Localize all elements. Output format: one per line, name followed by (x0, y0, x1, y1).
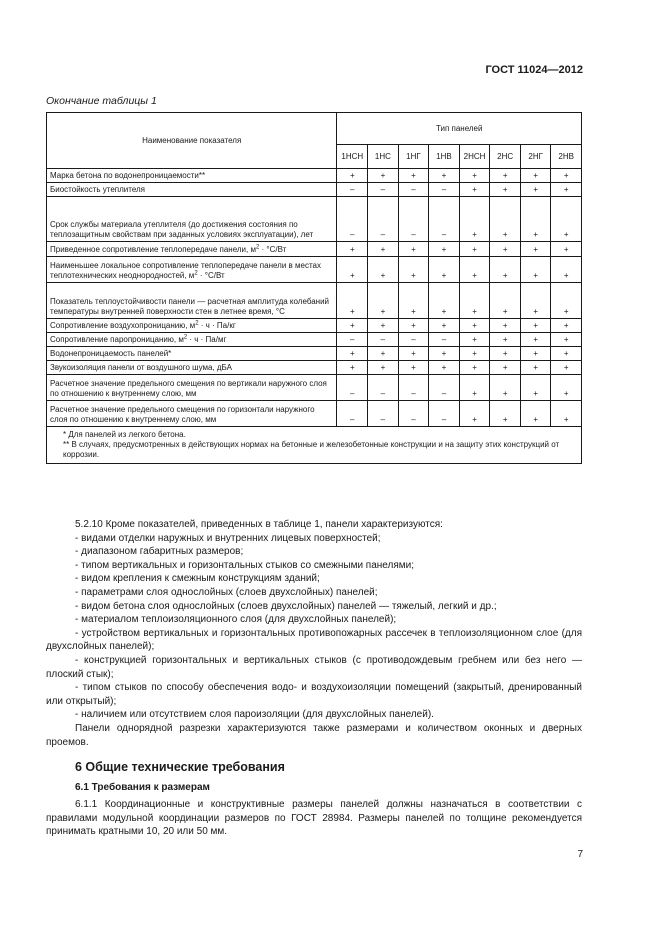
applicability-mark: + (337, 242, 368, 257)
applicability-mark: + (520, 361, 550, 375)
list-item: - видом крепления к смежным конструкциям зданий; (75, 573, 320, 585)
applicability-mark: + (551, 375, 582, 401)
page-number: 7 (577, 849, 583, 860)
applicability-mark: + (490, 242, 521, 257)
applicability-mark: – (368, 333, 399, 347)
column-header: 2НВ (551, 145, 582, 169)
indicator-name: Водонепроницаемость панелей* (47, 347, 337, 361)
applicability-mark: + (459, 169, 490, 183)
applicability-mark: + (551, 169, 582, 183)
applicability-mark: – (368, 401, 399, 427)
applicability-mark: – (368, 197, 399, 242)
applicability-mark: + (429, 242, 460, 257)
indicator-name: Показатель теплоустойчивости панели — расчетная амплитуда колебаний температуры внутренней поверхности стен в летнее время, °С (47, 283, 337, 319)
indicator-name: Сопротивление воздухопроницанию, $м^2 \cdot ч \cdot Па/кг$ (47, 319, 337, 333)
applicability-mark: – (429, 333, 460, 347)
indicator-name: Звукоизоляция панели от воздушного шума, дБА (47, 361, 337, 375)
applicability-mark: + (337, 169, 368, 183)
applicability-mark: – (398, 375, 428, 401)
column-header: 1НСН (337, 145, 368, 169)
applicability-mark: + (459, 375, 490, 401)
applicability-mark: – (337, 401, 368, 427)
applicability-mark: + (429, 257, 460, 283)
applicability-mark: + (551, 347, 582, 361)
section-6-1-heading: 6.1 Требования к размерам (75, 782, 210, 793)
applicability-mark: + (429, 347, 460, 361)
applicability-mark: + (398, 242, 428, 257)
applicability-mark: + (398, 283, 428, 319)
applicability-mark: + (398, 361, 428, 375)
indicator-name: Расчетное значение предельного смещения по горизонтали наружного слоя по отношению к внутреннему слою, мм (47, 401, 337, 427)
applicability-mark: + (337, 283, 368, 319)
indicator-name: Марка бетона по водонепроницаемости** (47, 169, 337, 183)
applicability-mark: + (398, 319, 428, 333)
applicability-mark: + (490, 257, 521, 283)
applicability-mark: + (490, 183, 521, 197)
applicability-mark: + (551, 197, 582, 242)
applicability-mark: + (490, 361, 521, 375)
list-item: - диапазоном габаритных размеров; (75, 546, 244, 558)
column-header: 1НВ (429, 145, 460, 169)
applicability-mark: + (490, 347, 521, 361)
indicator-name: Приведенное сопротивление теплопередаче панели, $м^2 \cdot ^\circ С/Вт$ (47, 242, 337, 257)
applicability-mark: + (368, 319, 399, 333)
applicability-mark: + (337, 361, 368, 375)
table-row (47, 183, 582, 197)
applicability-mark: + (490, 283, 521, 319)
table-row (47, 257, 582, 283)
applicability-mark: – (368, 375, 399, 401)
applicability-mark: + (368, 242, 399, 257)
applicability-mark: – (368, 183, 399, 197)
applicability-mark: + (398, 257, 428, 283)
applicability-mark: + (490, 319, 521, 333)
applicability-mark: + (520, 283, 550, 319)
section-6-heading: 6 Общие технические требования (75, 760, 285, 774)
applicability-mark: + (551, 183, 582, 197)
applicability-mark: + (490, 375, 521, 401)
list-item: - материалом теплоизоляционного слоя (для двухслойных панелей); (75, 614, 397, 626)
applicability-mark: + (490, 169, 521, 183)
applicability-mark: – (337, 197, 368, 242)
column-header: 2НГ (520, 145, 550, 169)
applicability-mark: + (398, 347, 428, 361)
indicator-name: Биостойкость утеплителя (47, 183, 337, 197)
applicability-mark: + (429, 361, 460, 375)
list-item: - конструкцией горизонтальных и вертикальных стыков (с противодождевым гребнем или без него — плоский стык); (46, 654, 582, 680)
applicability-mark: – (429, 401, 460, 427)
list-item: - видами отделки наружных и внутренних лицевых поверхностей; (75, 532, 381, 544)
name-column-header: Наименование показателя (47, 113, 337, 169)
table-row (47, 319, 582, 333)
applicability-mark: + (459, 401, 490, 427)
applicability-mark: + (551, 319, 582, 333)
applicability-mark: – (429, 197, 460, 242)
column-header: 2НСН (459, 145, 490, 169)
applicability-mark: + (368, 257, 399, 283)
applicability-mark: + (490, 401, 521, 427)
applicability-mark: + (490, 333, 521, 347)
column-header: 1НС (368, 145, 399, 169)
applicability-mark: + (551, 401, 582, 427)
applicability-mark: + (520, 333, 550, 347)
indicator-name: Сопротивление паропроницанию, $м^2 \cdot ч \cdot Па/мг$ (47, 333, 337, 347)
column-header: 2НС (490, 145, 521, 169)
table-row (47, 333, 582, 347)
applicability-mark: – (337, 375, 368, 401)
table-row (47, 197, 582, 242)
footnote: ** В случаях, предусмотренных в действующих нормах на бетонные и железобетонные конструкции и на защиту этих конструкций от коррозии. (63, 440, 560, 459)
applicability-mark: + (551, 333, 582, 347)
table-caption: Окончание таблицы 1 (46, 95, 157, 107)
panel-type-header: Тип панелей (337, 113, 582, 145)
table-footnotes (47, 427, 582, 464)
table-row (47, 283, 582, 319)
applicability-mark: + (459, 361, 490, 375)
applicability-mark: + (337, 319, 368, 333)
applicability-mark: + (398, 169, 428, 183)
applicability-mark: + (368, 169, 399, 183)
applicability-mark: + (459, 333, 490, 347)
list-item: - типом вертикальных и горизонтальных стыков со смежными панелями; (75, 559, 415, 571)
applicability-mark: + (520, 375, 550, 401)
applicability-mark: – (398, 333, 428, 347)
applicability-mark: + (429, 319, 460, 333)
indicator-name: Срок службы материала утеплителя (до достижения состояния по теплозащитным свойствам при заданных условиях эксплуатации), лет (47, 197, 337, 242)
applicability-mark: – (398, 183, 428, 197)
list-item: - наличием или отсутствием слоя пароизоляции (для двухслойных панелей). (75, 709, 434, 721)
applicability-mark: – (398, 197, 428, 242)
applicability-mark: + (368, 347, 399, 361)
standard-designation: ГОСТ 11024—2012 (485, 64, 583, 76)
table-row (47, 401, 582, 427)
table-row (47, 375, 582, 401)
section-5-2-10-intro: 5.2.10 Кроме показателей, приведенных в таблице 1, панели характеризуются: (75, 519, 443, 530)
applicability-mark: + (520, 169, 550, 183)
table-row (47, 169, 582, 183)
list-item: - устройством вертикальных и горизонтальных противопожарных рассечек в теплоизоляционном слое (для двухслойных панелей); (46, 627, 582, 653)
paragraph-6-1-1: 6.1.1 Координационные и конструктивные размеры панелей должны назначаться в соответствии с правилами модульной координации размеров по ГОСТ 28984. Размеры панелей по толщине рекомендуется принимать кратными 10, 20 или 50 мм. (46, 799, 582, 838)
applicability-mark: + (490, 197, 521, 242)
applicability-mark: + (459, 283, 490, 319)
applicability-mark: + (520, 401, 550, 427)
indicators-table (46, 112, 582, 464)
footnote: * Для панелей из легкого бетона. (63, 430, 186, 439)
applicability-mark: + (520, 347, 550, 361)
indicator-name: Наименьшее локальное сопротивление теплопередаче панели в местах теплотехнических неоднородностей, $м^2 \cdot ^\circ С/Вт$ (47, 257, 337, 283)
column-header: 1НГ (398, 145, 428, 169)
applicability-mark: + (337, 347, 368, 361)
applicability-mark: + (520, 319, 550, 333)
applicability-mark: + (551, 361, 582, 375)
applicability-mark: – (429, 183, 460, 197)
list-item: - типом стыков по способу обеспечения водо- и воздухоизоляции помещений (закрытый, дренированный или открытый); (46, 682, 582, 707)
applicability-mark: + (551, 242, 582, 257)
applicability-mark: + (337, 257, 368, 283)
list-item: - видом бетона слоя однослойных (слоев двухслойных) панелей — тяжелый, легкий и др.; (75, 600, 497, 612)
list-item: - параметрами слоя однослойных (слоев двухслойных) панелей; (75, 586, 378, 598)
applicability-mark: + (459, 347, 490, 361)
applicability-mark: + (520, 197, 550, 242)
applicability-mark: + (459, 197, 490, 242)
applicability-mark: + (520, 242, 550, 257)
applicability-mark: + (551, 283, 582, 319)
section-5-2-10 (46, 518, 582, 749)
applicability-mark: + (459, 319, 490, 333)
applicability-mark: + (459, 242, 490, 257)
section-5-2-10-closing: Панели однорядной разрезки характеризуются также размерами и количеством оконных и дверных проемов. (46, 722, 582, 748)
applicability-mark: + (429, 169, 460, 183)
applicability-mark: + (520, 183, 550, 197)
applicability-mark: + (368, 361, 399, 375)
table-row (47, 347, 582, 361)
indicator-name: Расчетное значение предельного смещения по вертикали наружного слоя по отношению к внутреннему слою, мм (47, 375, 337, 401)
table-row (47, 242, 582, 257)
applicability-mark: + (429, 283, 460, 319)
applicability-mark: + (459, 183, 490, 197)
applicability-mark: – (337, 183, 368, 197)
applicability-mark: + (520, 257, 550, 283)
applicability-mark: + (551, 257, 582, 283)
applicability-mark: + (368, 283, 399, 319)
applicability-mark: – (429, 375, 460, 401)
applicability-mark: + (459, 257, 490, 283)
applicability-mark: – (398, 401, 428, 427)
table-row (47, 361, 582, 375)
applicability-mark: – (337, 333, 368, 347)
